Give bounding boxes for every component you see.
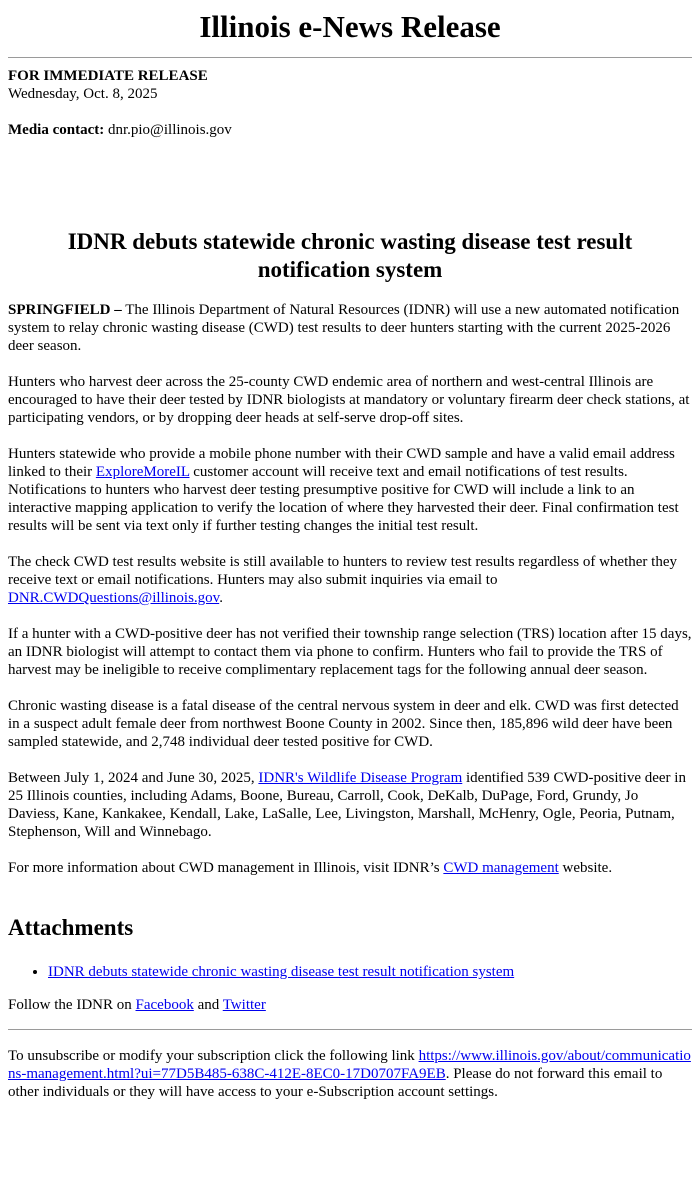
paragraph-counties-text-2: identified 539 CWD-positive deer in 25 Illinois counties, including Adams, Boone, Bureau, Carroll, Cook, DeKalb, DuPage, Ford, Grundy, Jo Daviess, Kane, Kankakee, Kendall, Lake, LaSalle, Lee, Livingston, Marshall, McHenry, Ogle, Peoria, Putnam, Stephenson, Will and Winnebago. [8,770,686,840]
paragraph-intro-text: The Illinois Department of Natural Resources (IDNR) will use a new automated notification system to relay chronic wasting disease (CWD) test results to deer hunters starting with the current 2025-2026 deer season. [8,302,680,354]
wildlife-disease-program-link[interactable]: IDNR's Wildlife Disease Program [258,770,463,786]
media-contact-email: dnr.pio@illinois.gov [107,122,232,138]
release-status: FOR IMMEDIATE RELEASE [8,68,208,84]
attachments-list [8,963,692,981]
cwd-management-link[interactable]: CWD management [443,860,559,876]
paragraph-notifications [8,445,692,535]
paragraph-trs: If a hunter with a CWD-positive deer has not verified their township range selection (TRS) location after 15 days, an IDNR biologist will attempt to contact them via phone to confirm. Hunters who fail to provide the TRS of harvest may be ineligible to receive complimentary replacement tags for the following annual deer season. [8,626,692,678]
follow-text: Follow the IDNR on [8,997,132,1013]
article-headline: IDNR debuts statewide chronic wasting disease test result notification system [67,229,633,282]
paragraph-intro [8,301,692,355]
paragraph-counties-text-1: Between July 1, 2024 and June 30, 2025, [8,770,255,786]
attachment-link[interactable]: IDNR debuts statewide chronic wasting disease test result notification system [48,964,515,980]
unsubscribe-text: To unsubscribe or modify your subscription click the following link [8,1048,415,1064]
header-divider [8,57,692,58]
cwd-questions-email-link[interactable]: DNR.CWDQuestions@illinois.gov [8,590,220,606]
paragraph-check-website-period: . [219,590,223,606]
article-body [8,301,692,877]
exploremoreil-link[interactable]: ExploreMoreIL [95,464,190,480]
unsubscribe-link[interactable]: https://www.illinois.gov/about/communications-management.html?ui=77D5B485-638C-412E-8EC0-17D0707FA9EB [8,1048,691,1082]
paragraph-notifications-text-1: Hunters statewide who provide a mobile phone number with their CWD sample and have a valid email address linked to their [8,446,675,480]
paragraph-check-website [8,553,692,607]
facebook-link[interactable]: Facebook [135,997,194,1013]
media-contact-label: Media contact: [8,122,105,138]
paragraph-cwd-facts: Chronic wasting disease is a fatal disease of the central nervous system in deer and elk. CWD was first detected in a suspect adult female deer from northwest Boone County in 2002. Since then, 185,896 wild deer have been sampled statewide, and 2,748 individual deer tested positive for CWD. [8,698,679,750]
dateline: SPRINGFIELD – [8,302,122,318]
attachment-item [48,963,692,981]
paragraph-counties [8,769,692,841]
paragraph-notifications-text-2: customer account will receive text and email notifications of test results. Notifications to hunters who harvest deer testing presumptive positive for CWD will include a link to an interactive mapping application to verify the location of where they harvested their deer. Final confirmation test results will be sent via text only if further testing changes the initial test result. [8,464,679,534]
banner-title: Illinois e-News Release [199,9,501,44]
follow-line [8,996,692,1014]
release-info [8,67,692,103]
media-contact [8,121,692,139]
paragraph-more-info [8,859,692,877]
follow-and-text: and [197,997,220,1013]
paragraph-check-website-text: The check CWD test results website is still available to hunters to review test results regardless of whether they receive text or email notifications. Hunters may also submit inquiries via email to [8,554,677,588]
paragraph-more-info-text-1: For more information about CWD management in Illinois, visit IDNR’s [8,860,440,876]
unsubscribe-warning: . Please do not forward this email to other individuals or they will have access to your e-Subscription account settings. [8,1066,663,1100]
paragraph-harvest: Hunters who harvest deer across the 25-county CWD endemic area of northern and west-central Illinois are encouraged to have their deer tested by IDNR biologists at mandatory or voluntary firearm deer check stations, at participating vendors, or by dropping deer heads at self-serve drop-off sites. [8,374,690,426]
paragraph-more-info-text-2: website. [562,860,613,876]
release-date: Wednesday, Oct. 8, 2025 [8,86,158,102]
twitter-link[interactable]: Twitter [222,997,266,1013]
attachments-heading: Attachments [8,915,134,940]
unsubscribe-notice [8,1047,692,1101]
footer-divider [8,1029,692,1030]
